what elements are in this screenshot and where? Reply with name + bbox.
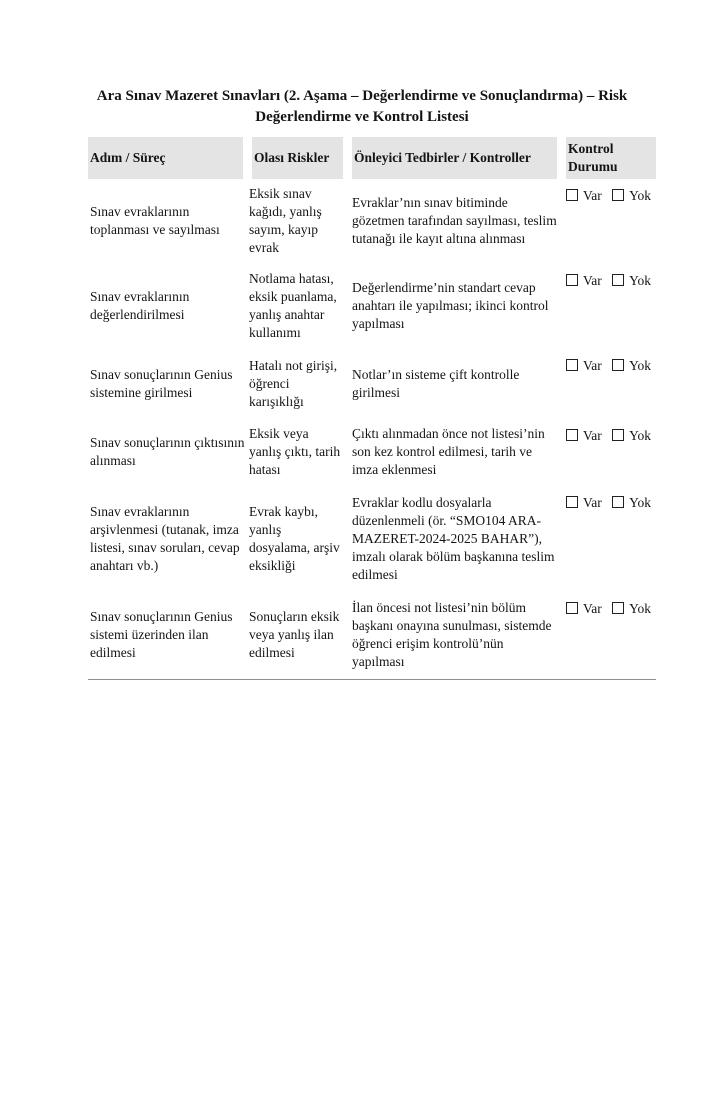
risks-cell: Notlama hatası, eksik puanlama, yanlış anahtar kullanımı	[249, 271, 337, 340]
checkbox-unchecked-icon[interactable]	[612, 496, 624, 508]
checkbox-var-label: Var	[583, 358, 602, 373]
checkbox-unchecked-icon[interactable]	[566, 274, 578, 286]
checkbox-yok-label: Yok	[629, 358, 652, 373]
checkbox-unchecked-icon[interactable]	[612, 274, 624, 286]
page-title-line2: Değerlendirme ve Kontrol Listesi	[255, 109, 469, 125]
controls-cell: Değerlendirme’nin standart cevap anahtarı ile yapılması; ikinci kontrol yapılması	[352, 280, 549, 331]
column-header-risks: Olası Riskler	[248, 137, 348, 179]
checkbox-unchecked-icon[interactable]	[566, 429, 578, 441]
checkbox-unchecked-icon[interactable]	[566, 496, 578, 508]
checkbox-yok-label: Yok	[629, 495, 652, 510]
risks-cell: Hatalı not girişi, öğrenci karışıklığı	[249, 357, 338, 409]
checkbox-unchecked-icon[interactable]	[612, 359, 624, 371]
checkbox-var-label: Var	[583, 428, 602, 443]
checkbox-unchecked-icon[interactable]	[566, 602, 578, 614]
checkbox-yok-label: Yok	[629, 428, 652, 443]
step-cell: Sınav sonuçlarının Genius sistemine girilmesi	[90, 366, 233, 400]
column-header-step: Adım / Süreç	[88, 137, 248, 179]
checkbox-yok-label: Yok	[629, 273, 652, 288]
checkbox-var-label: Var	[583, 601, 602, 616]
risks-cell: Eksik veya yanlış çıktı, tarih hatası	[249, 426, 341, 477]
step-cell: Sınav evraklarının toplanması ve sayılması	[90, 204, 220, 237]
risks-cell: Sonuçların eksik veya yanlış ilan edilmesi	[249, 609, 340, 660]
table-row	[88, 179, 656, 264]
document-page	[0, 86, 724, 1110]
checkbox-unchecked-icon[interactable]	[612, 429, 624, 441]
checkbox-var-label: Var	[583, 188, 602, 203]
controls-cell: Evraklar’nın sınav bitiminde gözetmen tarafından sayılması, teslim tutanağı ile kayıt altına alınması	[352, 195, 557, 246]
controls-cell: İlan öncesi not listesi’nin bölüm başkanı onayına sunulması, sistemde öğrenci erişim kontrolü’nün yapılması	[352, 600, 552, 669]
table-header-row	[88, 137, 656, 179]
controls-cell: Evraklar kodlu dosyalarla düzenlenmeli (ör. “SMO104 ARA-MAZERET-2024-2025 BAHAR”), imzalı olarak bölüm başkanına teslim edilmesi	[352, 494, 555, 582]
status-option-yok	[612, 495, 651, 510]
table-row	[88, 486, 656, 592]
checkbox-unchecked-icon[interactable]	[566, 189, 578, 201]
status-option-yok	[612, 188, 651, 203]
status-option-yok	[612, 273, 651, 288]
checkbox-unchecked-icon[interactable]	[612, 189, 624, 201]
status-cell	[562, 486, 656, 592]
page-title	[0, 86, 724, 128]
checkbox-var-label: Var	[583, 273, 602, 288]
column-header-controls: Önleyici Tedbirler / Kontroller	[348, 137, 562, 179]
checkbox-yok-label: Yok	[629, 601, 652, 616]
status-cell	[562, 592, 656, 679]
status-option-yok	[612, 601, 651, 616]
status-option-var	[566, 495, 602, 510]
page-title-line1: Ara Sınav Mazeret Sınavları (2. Aşama – Değerlendirme ve Sonuçlandırma) – Risk	[96, 88, 628, 104]
status-option-var	[566, 188, 602, 203]
step-cell: Sınav sonuçlarının çıktısının alınması	[90, 435, 245, 468]
table-row	[88, 419, 656, 486]
checkbox-var-label: Var	[583, 495, 602, 510]
checkbox-yok-label: Yok	[629, 188, 652, 203]
status-option-var	[566, 358, 602, 373]
step-cell: Sınav evraklarının değerlendirilmesi	[90, 289, 190, 322]
status-cell	[562, 179, 656, 264]
table-row	[88, 349, 656, 419]
status-option-yok	[612, 428, 651, 443]
controls-cell: Çıktı alınmadan önce not listesi’nin son kez kontrol edilmesi, tarih ve imza eklenmesi	[352, 426, 545, 477]
status-option-var	[566, 273, 602, 288]
status-cell	[562, 349, 656, 419]
step-cell: Sınav evraklarının arşivlenmesi (tutanak, imza listesi, sınav soruları, cevap anahtarı vb.)	[90, 503, 240, 573]
step-cell: Sınav sonuçlarının Genius sistemi üzerinden ilan edilmesi	[90, 609, 233, 660]
controls-cell: Notlar’ın sisteme çift kontrolle girilmesi	[352, 366, 520, 400]
risks-cell: Eksik sınav kağıdı, yanlış sayım, kayıp evrak	[249, 186, 322, 255]
table-row	[88, 264, 656, 349]
status-option-var	[566, 601, 602, 616]
risk-control-table	[88, 137, 656, 680]
status-cell	[562, 419, 656, 486]
risks-cell: Evrak kaybı, yanlış dosyalama, arşiv eksikliği	[249, 503, 340, 573]
table-row	[88, 592, 656, 679]
status-option-yok	[612, 358, 651, 373]
status-option-var	[566, 428, 602, 443]
column-header-status: Kontrol Durumu	[562, 137, 656, 179]
checkbox-unchecked-icon[interactable]	[566, 359, 578, 371]
checkbox-unchecked-icon[interactable]	[612, 602, 624, 614]
status-cell	[562, 264, 656, 349]
